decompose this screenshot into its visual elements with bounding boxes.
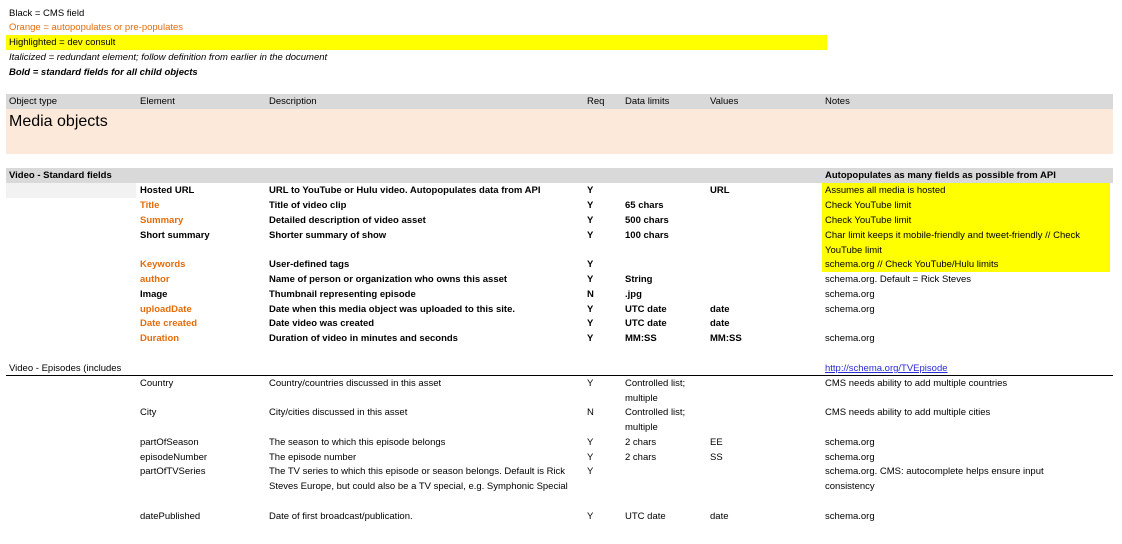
cell-element: Title (140, 200, 160, 211)
cell-notes: schema.org (825, 333, 875, 344)
header-element: Element (140, 96, 175, 107)
cell-req: Y (587, 259, 594, 270)
cell-notes: schema.org. CMS: autocomplete helps ensure input consistency (825, 466, 1044, 492)
cell-data-limits: Controlled list; multiple (625, 378, 686, 404)
cell-notes: CMS needs ability to add multiple countries (825, 378, 1008, 389)
cell-req: Y (587, 185, 594, 196)
cell-notes: schema.org (825, 304, 875, 315)
cell-description: The episode number (269, 452, 357, 463)
legend-highlighted: Highlighted = dev consult (6, 35, 827, 50)
cell-notes: schema.org. Default = Rick Steves (825, 274, 971, 285)
episodes-section-title: Video - Episodes (includes (9, 363, 122, 374)
cell-element: episodeNumber (140, 452, 208, 463)
cell-req: Y (587, 215, 594, 226)
cell-req: N (587, 289, 594, 300)
cell-req: Y (587, 452, 594, 463)
cell-values: date (710, 318, 730, 329)
cell-notes: Check YouTube limit (825, 200, 912, 211)
cell-element: Duration (140, 333, 180, 344)
cell-description: Detailed description of video asset (269, 215, 426, 226)
cell-req: Y (587, 378, 594, 389)
legend-orange: Orange = autopopulates or pre-populates (9, 22, 184, 33)
cell-data-limits: String (625, 274, 653, 285)
media-title: Media objects (9, 113, 108, 130)
standard-section-note: Autopopulates as many fields as possible from API (825, 170, 1056, 181)
cell-data-limits: .jpg (625, 289, 642, 300)
cell-description: Thumbnail representing episode (269, 289, 416, 300)
cell-values: date (710, 304, 730, 315)
cell-element: Date created (140, 318, 198, 329)
cell-req: Y (587, 274, 594, 285)
cell-element: Country (140, 378, 174, 389)
cell-data-limits: 2 chars (625, 452, 657, 463)
cell-req: Y (587, 304, 594, 315)
cell-element: Summary (140, 215, 184, 226)
cell-notes: Check YouTube limit (825, 215, 912, 226)
cell-description: Country/countries discussed in this asset (269, 378, 442, 389)
standard-section-shade (6, 183, 136, 198)
legend-black: Black = CMS field (9, 8, 85, 19)
cell-values: EE (710, 437, 723, 448)
header-notes: Notes (825, 96, 850, 107)
cell-data-limits: 100 chars (625, 230, 669, 241)
cell-element: Short summary (140, 230, 210, 241)
cell-description: User-defined tags (269, 259, 350, 270)
cell-element: Image (140, 289, 168, 300)
cell-data-limits: 2 chars (625, 437, 657, 448)
cell-data-limits: 500 chars (625, 215, 669, 226)
legend-italicized: Italicized = redundant element; follow definition from earlier in the document (9, 52, 328, 63)
cell-data-limits: UTC date (625, 511, 666, 522)
cell-values: MM:SS (710, 333, 742, 344)
header-data-limits: Data limits (625, 96, 670, 107)
cell-req: Y (587, 333, 594, 344)
cell-description: The season to which this episode belongs (269, 437, 446, 448)
cell-element: author (140, 274, 170, 285)
cell-element: partOfTVSeries (140, 466, 206, 477)
header-req: Req (587, 96, 605, 107)
legend-bold: Bold = standard fields for all child objects (9, 67, 198, 78)
cell-element: partOfSeason (140, 437, 199, 448)
cell-description: Title of video clip (269, 200, 347, 211)
cell-notes: schema.org (825, 289, 875, 300)
header-values: Values (710, 96, 739, 107)
cell-notes: Char limit keeps it mobile-friendly and tweet-friendly // Check YouTube limit (825, 230, 1081, 256)
cell-data-limits: UTC date (625, 318, 667, 329)
cell-values: SS (710, 452, 723, 463)
cell-data-limits: 65 chars (625, 200, 664, 211)
cell-element: City (140, 407, 157, 418)
cell-req: Y (587, 200, 594, 211)
cell-notes: schema.org (825, 452, 875, 463)
header-description: Description (269, 96, 317, 107)
cell-description: City/cities discussed in this asset (269, 407, 408, 418)
cell-req: Y (587, 466, 594, 477)
cell-req: Y (587, 511, 594, 522)
cell-element: Keywords (140, 259, 186, 270)
cell-data-limits: UTC date (625, 304, 667, 315)
standard-section-title: Video - Standard fields (9, 170, 112, 181)
cell-description: URL to YouTube or Hulu video. Autopopulates data from API (269, 185, 541, 196)
media-band (6, 109, 1113, 154)
cell-req: N (587, 407, 594, 418)
header-object-type: Object type (9, 96, 58, 107)
cell-description: Date when this media object was uploaded to this site. (269, 304, 515, 315)
cell-description: Date of first broadcast/publication. (269, 511, 413, 522)
cell-values: date (710, 511, 729, 522)
cell-req: Y (587, 318, 594, 329)
cell-data-limits: MM:SS (625, 333, 657, 344)
cell-notes: schema.org (825, 511, 875, 522)
cell-data-limits: Controlled list; multiple (625, 407, 686, 433)
cell-description: Date video was created (269, 318, 375, 329)
cell-element: datePublished (140, 511, 201, 522)
cell-description: Name of person or organization who owns this asset (269, 274, 508, 285)
cell-description: Shorter summary of show (269, 230, 387, 241)
cell-element: uploadDate (140, 304, 192, 315)
cell-element: Hosted URL (140, 185, 195, 196)
cell-req: Y (587, 230, 594, 241)
cell-description: Duration of video in minutes and seconds (269, 333, 458, 344)
cell-notes: schema.org // Check YouTube/Hulu limits (825, 259, 999, 270)
cell-notes: schema.org (825, 437, 875, 448)
cell-description: The TV series to which this episode or season belongs. Default is Rick Steves Europe, but could also be a TV special, e.g. Symphonic Special (269, 466, 568, 492)
episodes-schema-link[interactable]: http://schema.org/TVEpisode (825, 363, 948, 374)
cell-notes: Assumes all media is hosted (825, 185, 946, 196)
cell-values: URL (710, 185, 730, 196)
cell-req: Y (587, 437, 594, 448)
cell-notes: CMS needs ability to add multiple cities (825, 407, 991, 418)
